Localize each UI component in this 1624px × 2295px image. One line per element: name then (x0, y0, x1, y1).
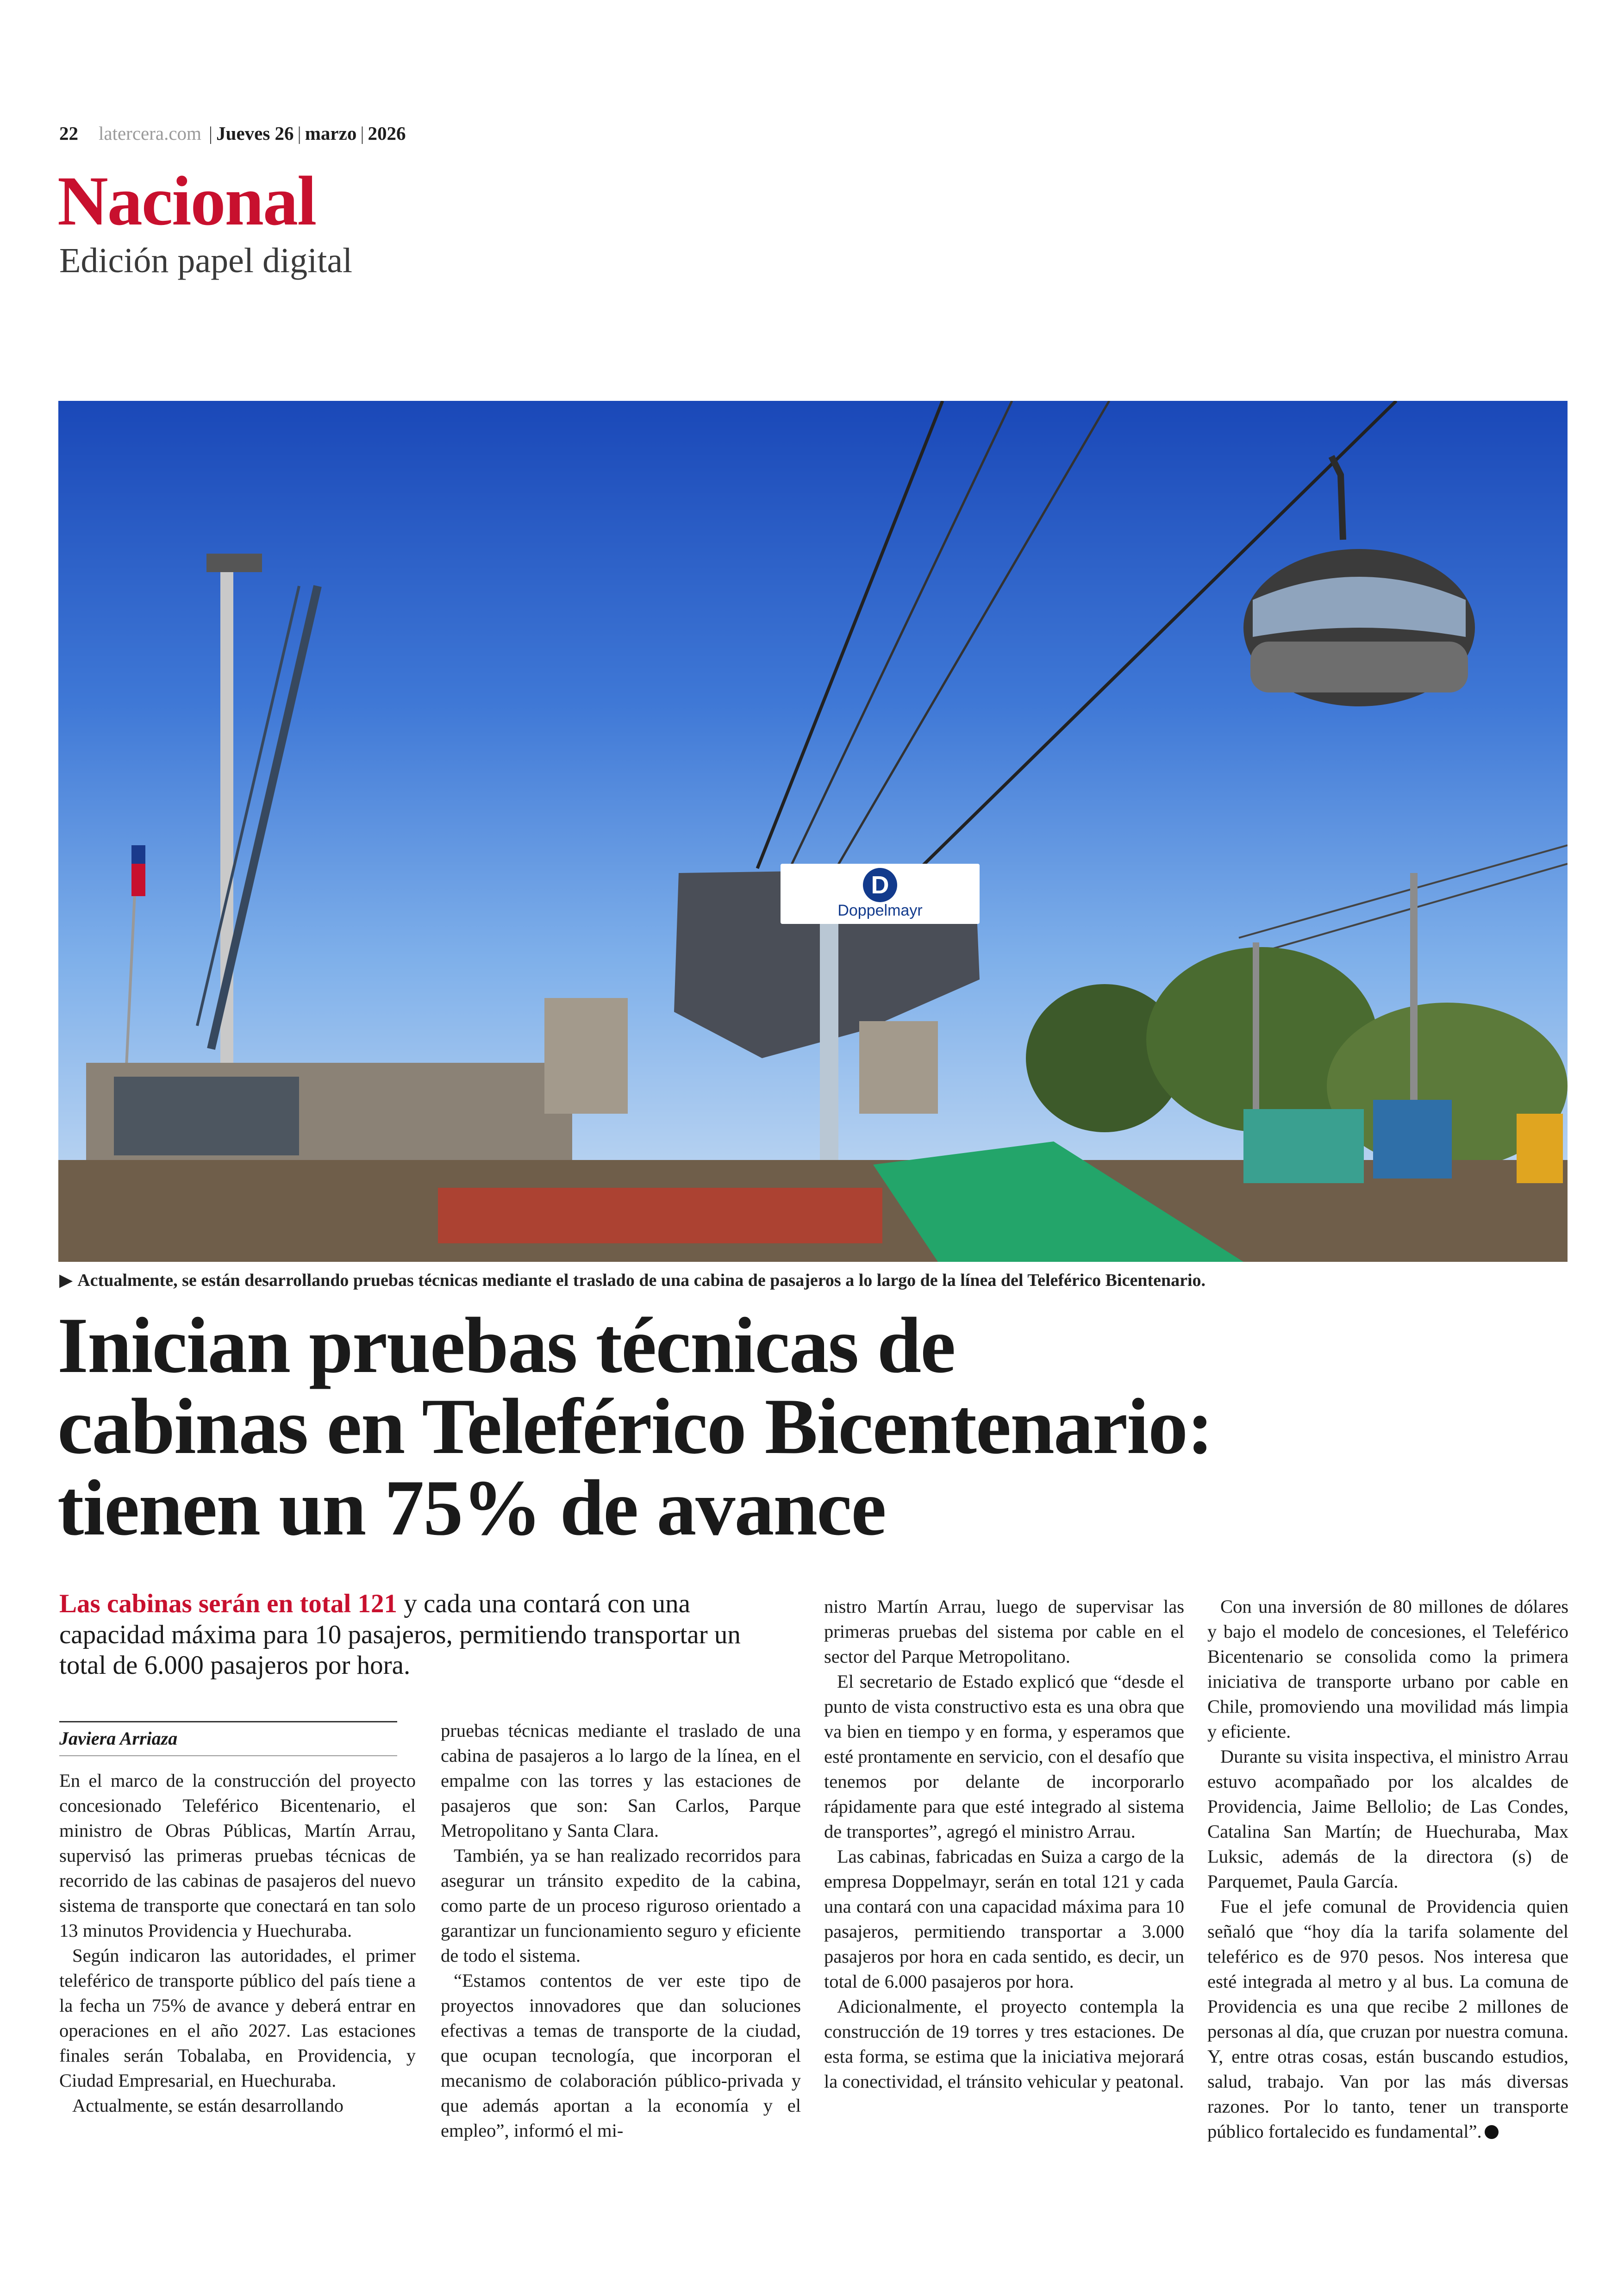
paragraph: Durante su visita inspectiva, el ministro Arrau estuvo acompañado por los alcaldes de Providencia, Jaime Bellolio; de Las Condes, Catalina San Martín; de Huechuraba, Max Luksic, además de la directora (s) de Parquemet, Paula García. (1207, 1746, 1568, 1892)
article-photo (58, 401, 1568, 1262)
paragraph: Actualmente, se están desarrollando (72, 2095, 344, 2116)
headline (57, 1302, 1567, 1552)
byline: Javiera Arriaza (59, 1728, 178, 1749)
photo-illustration (58, 401, 1568, 1262)
headline-line: cabinas en Teleférico Bicentenario: (57, 1383, 1213, 1471)
paragraph: “Estamos contentos de ver este tipo de proyectos innovadores que dan soluciones efectivas a temas de transporte de la ciudad, que ocupan tecnología, que incorporan el mecanismo de colaboración público-privada y que además aportan a la economía y el empleo”, informó el mi- (441, 1970, 801, 2141)
paragraph: Las cabinas, fabricadas en Suiza a cargo de la empresa Doppelmayr, serán en total 121 y cada una contará con una capacidad máxima para 10 pasajeros, permitiendo transportar a 3.000 pasajeros por hora en cada sentido, es decir, un total de 6.000 pasajeros por hora. (824, 1846, 1184, 1992)
paragraph: Según indicaron las autoridades, el primer teleférico de transporte público del país tiene a la fecha un 75% de avance y deberá entrar en operaciones en el año 2027. Las estaciones finales serán Tobalaba, en Providencia, y Ciudad Empresarial, en Huechuraba. (59, 1945, 416, 2091)
body-column-1 (59, 1768, 416, 2118)
site-name: latercera.com (99, 123, 201, 144)
section-subtitle: Edición papel digital (59, 241, 353, 280)
doppelmayr-logo-icon: D (863, 868, 897, 902)
date-day: Jueves 26 (216, 123, 294, 144)
caption-arrow-icon: ▶ (59, 1271, 73, 1290)
lead-text: y cada una contará con una capacidad máxima para 10 pasajeros, permitiendo transportar un total de 6.000 pasajeros por hora. (59, 1589, 741, 1680)
body-column-3 (824, 1594, 1184, 2094)
date-year: 2026 (368, 123, 406, 144)
caption-text: Actualmente, se están desarrollando pruebas técnicas mediante el traslado de una cabina de pasajeros a lo largo de la línea del Teleférico Bicentenario. (77, 1271, 1206, 1290)
paragraph: También, ya se han realizado recorridos para asegurar un tránsito expedito de la cabina, como parte de un proceso riguroso orientado a garantizar un funcionamiento seguro y eficiente de todo el sistema. (441, 1845, 801, 1966)
page-number: 22 (59, 123, 78, 144)
body-column-2 (441, 1718, 801, 2143)
headline-line: tienen un 75% de avance (57, 1464, 886, 1552)
end-mark-icon (1485, 2125, 1499, 2139)
lead-paragraph (59, 1589, 744, 1681)
paragraph: nistro Martín Arrau, luego de supervisar las primeras pruebas del sistema por cable en el sector del Parque Metropolitano. (824, 1596, 1184, 1667)
body-column-4 (1207, 1594, 1568, 2144)
paragraph: pruebas técnicas mediante el traslado de una cabina de pasajeros a lo largo de la línea, en el empalme con las torres y las estaciones de pasajeros que son: San Carlos, Parque Metropolitano y Santa Clara. (441, 1720, 801, 1841)
byline-rule (59, 1721, 397, 1722)
headline-line: Inician pruebas técnicas de (57, 1302, 955, 1390)
paragraph: Adicionalmente, el proyecto contempla la construcción de 19 torres y tres estaciones. De esta forma, se estima que la iniciativa mejorará la conectividad, el tránsito vehicular y peatonal. (824, 1996, 1184, 2092)
paragraph: El secretario de Estado explicó que “desde el punto de vista constructivo esta es una obra que va bien en tiempo y en forma, y esperamos que esté prontamente en servicio, con el desafío que tenemos por delante de incorporarlo rápidamente para que esté integrado al sistema de transportes”, agregó el ministro Arrau. (824, 1671, 1184, 1842)
section-title: Nacional (57, 162, 316, 240)
byline-rule (59, 1755, 397, 1756)
masthead: 22 latercera.com | Jueves 26 | marzo | 2026 (59, 123, 406, 144)
photo-caption (59, 1270, 1568, 1291)
date-month: marzo (305, 123, 357, 144)
doppelmayr-logo-text: Doppelmayr (837, 902, 923, 920)
doppelmayr-sign (781, 864, 980, 924)
paragraph-text: Fue el jefe comunal de Providencia quien señaló que “hoy día la tarifa solamente del teleférico es de 970 pesos. Nos interesa que esté integrada al metro y al bus. La comuna de Providencia es una que recibe 2 millones de personas al día, que cruzan por nuestra comuna. Y, entre otras cosas, están buscando estudios, salud, trabajo. Van por las más diversas razones. Por lo tanto, tener un transporte público fortalecido es fundamental”. (1207, 1896, 1568, 2142)
paragraph (1207, 1894, 1568, 2144)
paragraph: Con una inversión de 80 millones de dólares y bajo el modelo de concesiones, el Teleférico Bicentenario se consolida como la primera iniciativa de transporte urbano por cable en Chile, promoviendo una movilidad más limpia y eficiente. (1207, 1596, 1568, 1742)
paragraph: En el marco de la construcción del proyecto concesionado Teleférico Bicentenario, el ministro de Obras Públicas, Martín Arrau, supervisó las primeras pruebas técnicas de recorrido de las cabinas de pasajeros del nuevo sistema de transporte que conectará en tan solo 13 minutos Providencia y Huechuraba. (59, 1770, 416, 1941)
lead-highlight: Las cabinas serán en total 121 (59, 1589, 397, 1618)
